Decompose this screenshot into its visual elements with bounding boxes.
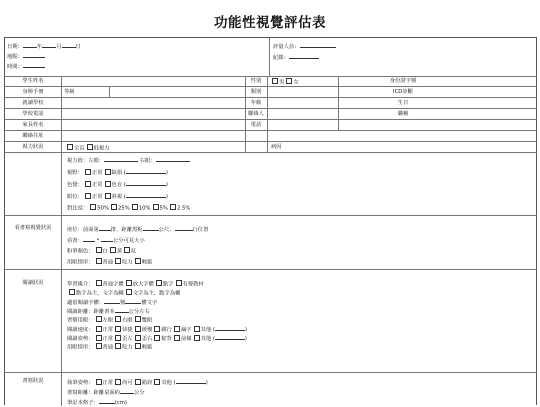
font-size-line xyxy=(67,298,157,307)
board-strain-label: 吃力 xyxy=(122,259,133,266)
year-grade-label: 年級 xyxy=(250,100,262,106)
seat-line xyxy=(67,225,208,234)
left-eye-checkbox[interactable] xyxy=(96,316,102,322)
icd-label: ICD診斷 xyxy=(393,89,413,95)
address-label: 聯絡住址 xyxy=(22,133,44,139)
gender-options xyxy=(270,78,299,87)
both-eyes-checkbox[interactable] xyxy=(135,316,141,322)
date-field xyxy=(7,42,81,51)
contact-label: 聯絡人 xyxy=(248,111,264,117)
place-label: 地點： xyxy=(7,54,23,60)
vision-status-label: 視力狀況 xyxy=(22,144,44,150)
pen-posture-label: 執筆姿勢： xyxy=(67,380,94,386)
media-large-label: 放大字體 xyxy=(132,281,154,288)
tilt-left-checkbox[interactable] xyxy=(115,335,121,341)
eye-position-line: 眼位： 正常 斜視 ( ) xyxy=(67,194,168,200)
low-vision-label: 低視力 xyxy=(93,145,110,152)
birthday-label: 生日 xyxy=(397,100,409,106)
recorder-label: 紀錄： xyxy=(273,55,289,61)
read-easy-label: 輕鬆 xyxy=(141,344,153,351)
chalk-white-label: 白 xyxy=(102,248,108,255)
blind-checkbox[interactable] xyxy=(67,144,73,150)
pen-wrong-checkbox[interactable] xyxy=(135,379,141,385)
lean-forward-checkbox[interactable] xyxy=(174,335,180,341)
skip-line-checkbox[interactable] xyxy=(154,326,160,332)
font-size-unit: 號 xyxy=(120,300,126,306)
writing-distance-unit: 公分 xyxy=(133,390,145,396)
chalk-red-checkbox[interactable] xyxy=(124,247,130,253)
speed-other-checkbox[interactable] xyxy=(194,326,200,332)
contrast-label: 對比度： xyxy=(67,205,89,212)
contrast-5-label: 5% xyxy=(159,205,168,212)
reading-status-label: 閱讀狀況 xyxy=(22,280,44,286)
read-strain-label: 吃力 xyxy=(122,344,133,351)
posture-other-label: 其他 xyxy=(200,336,212,342)
posture-normal-label: 正常 xyxy=(102,336,114,342)
day-label: 日 xyxy=(75,44,81,50)
strabismus-label: 斜視 xyxy=(111,194,123,200)
field-line: 視野： 正常 缺損 ( ) xyxy=(67,170,168,176)
date-label: 日期： xyxy=(7,44,23,50)
month-label: 月 xyxy=(56,44,62,50)
color-normal-label: 正常 xyxy=(91,182,103,188)
pen-other-label: 其他 xyxy=(161,380,172,386)
eye-normal-label: 正常 xyxy=(91,194,103,200)
braille-main-checkbox[interactable] xyxy=(69,289,75,295)
reading-eye-use-line xyxy=(67,343,152,352)
eye-position-label: 眼位： xyxy=(67,194,83,200)
writing-status-label: 書寫狀況 xyxy=(22,378,44,384)
chalk-red-label: 紅 xyxy=(131,248,137,255)
tilt-right-checkbox[interactable] xyxy=(135,335,141,341)
disability-card-label: 身障手冊 xyxy=(22,89,44,95)
lean-forward-label: 前傾 xyxy=(180,336,192,342)
contrast-5-checkbox[interactable] xyxy=(153,204,159,210)
writing-distance-line xyxy=(67,388,145,397)
font-size-label: 適當閱讀字體： xyxy=(67,300,105,306)
speed-fast-checkbox[interactable] xyxy=(115,326,121,332)
board-normal-checkbox[interactable] xyxy=(96,258,102,264)
tilt-left-label: 歪左 xyxy=(122,336,133,342)
book-size-label: 公分可見大小 xyxy=(112,238,145,244)
eye-habit-label: 習慣用眼： xyxy=(67,317,94,324)
field-normal-label: 正常 xyxy=(91,170,103,176)
grade-level-label: 等級 xyxy=(64,89,75,95)
blind-label: 全盲 xyxy=(74,145,85,152)
speed-slow-checkbox[interactable] xyxy=(135,326,141,332)
reading-speed-label: 閱讀速度： xyxy=(67,327,94,333)
color-label: 色覺： xyxy=(67,182,83,188)
school-phone-label: 學校電話 xyxy=(22,111,44,117)
read-normal-checkbox[interactable] xyxy=(96,343,102,349)
field-defect-checkbox[interactable] xyxy=(105,169,111,175)
acuity-right-label: 右眼： xyxy=(139,158,156,164)
evaluator-label: 評量人員： xyxy=(273,44,300,50)
reading-distance-line xyxy=(67,307,150,316)
media-normal-label: 普通字體 xyxy=(102,281,124,288)
notebook-grid-line xyxy=(67,398,127,407)
female-label: 女 xyxy=(293,79,299,86)
chalk-yellow-label: 黃 xyxy=(116,248,123,255)
contrast-10-label: 10% xyxy=(138,205,151,212)
color-blind-label: 色盲 xyxy=(111,182,123,188)
seat-label: 座位：前面第 xyxy=(67,227,99,233)
writing-distance-label: 書寫距離：距離桌面約 xyxy=(67,390,120,396)
category-label: 類別 xyxy=(250,89,262,95)
media-braille-label: 點字 xyxy=(162,281,174,288)
gender-label: 性別 xyxy=(250,78,262,84)
speed-normal-checkbox[interactable] xyxy=(96,326,102,332)
male-label: 男 xyxy=(279,79,285,86)
color-line: 色覺： 正常 色盲 ( ) xyxy=(67,182,168,188)
pen-other-checkbox[interactable] xyxy=(154,379,160,385)
text-main-label: 文字為主，點字為輔 xyxy=(132,290,181,297)
school-label: 就讀學校 xyxy=(22,100,44,106)
seat-row-label: 排、距離黑板 xyxy=(110,227,143,233)
board-reading-label: 看書寫視覺狀況 xyxy=(14,225,52,231)
seat-position-label: 行位置 xyxy=(192,227,209,233)
acuity-line xyxy=(67,156,190,165)
eye-habit-line xyxy=(67,316,152,325)
position-label: 職稱 xyxy=(397,111,409,117)
pen-normal-label: 正常 xyxy=(102,380,114,386)
contrast-25-checkbox[interactable] xyxy=(111,204,117,210)
field-defect-label: 缺損 xyxy=(111,170,123,176)
book-label: 看書： xyxy=(67,238,83,244)
evaluator-field xyxy=(273,42,336,51)
notebook-grid-unit: (cm) xyxy=(114,400,128,406)
hunch-checkbox[interactable] xyxy=(154,335,160,341)
read-normal-label: 普通 xyxy=(102,344,114,351)
media-audio-label: 有聲教材 xyxy=(182,281,204,288)
board-eye-use-label: 用眼情形： xyxy=(67,259,94,266)
reading-eye-use-label: 用眼情形： xyxy=(67,344,94,351)
board-normal-label: 普通 xyxy=(102,259,114,266)
pen-wrong-label: 錯誤 xyxy=(141,380,153,386)
contrast-2-5-checkbox[interactable] xyxy=(170,204,176,210)
pen-fair-checkbox[interactable] xyxy=(115,379,121,385)
id-number-label: 身份證字號 xyxy=(389,78,417,84)
board-easy-label: 輕鬆 xyxy=(141,259,153,266)
female-checkbox[interactable] xyxy=(286,78,292,84)
color-normal-checkbox[interactable] xyxy=(85,181,91,187)
eye-normal-checkbox[interactable] xyxy=(85,193,91,199)
media-large-checkbox[interactable] xyxy=(126,280,132,286)
recorder-field xyxy=(273,53,319,62)
pen-normal-checkbox[interactable] xyxy=(96,379,102,385)
hunch-label: 駝背 xyxy=(161,336,172,342)
seat-meter-label: 公尺、 xyxy=(158,227,175,233)
font-type-label: 體文字 xyxy=(141,300,158,306)
contrast-50-label: 50% xyxy=(97,205,109,212)
reading-posture-label: 閱讀姿勢： xyxy=(67,336,94,342)
media-label: 學習媒介： xyxy=(67,281,94,288)
book-line: 看書： * 公分可見大小 xyxy=(67,238,145,244)
pen-fair-label: 尚可 xyxy=(122,380,133,386)
reading-posture-line: 閱讀姿勢： 正常 歪左 歪右 駝背 前傾 其他 ( ) xyxy=(67,336,247,342)
color-blind-checkbox[interactable] xyxy=(105,181,111,187)
read-strain-checkbox[interactable] xyxy=(115,343,121,349)
acuity-left-label: 視力值：左眼： xyxy=(67,158,105,164)
miss-word-label: 漏字 xyxy=(180,327,192,333)
miss-word-checkbox[interactable] xyxy=(174,326,180,332)
right-eye-label: 右眼 xyxy=(122,317,133,324)
student-name-label: 學生姓名 xyxy=(22,78,44,84)
notebook-grid-label: 筆記本格子： xyxy=(67,400,99,406)
low-vision-checkbox[interactable] xyxy=(87,144,93,150)
board-easy-checkbox[interactable] xyxy=(135,258,141,264)
reading-speed-line: 閱讀速度： 正常 快捷 緩慢 跳行 漏字 其他 ( ) xyxy=(67,327,247,333)
braille-main-label: 點字為主，文字為輔 xyxy=(76,290,124,297)
field-label: 視野： xyxy=(67,170,83,176)
male-checkbox[interactable] xyxy=(272,78,278,84)
speed-fast-label: 快捷 xyxy=(122,327,133,333)
contrast-line xyxy=(67,204,190,213)
chalk-color-line xyxy=(67,247,136,256)
media-audio-checkbox[interactable] xyxy=(176,280,182,286)
year-label: 年 xyxy=(36,44,43,50)
strabismus-checkbox[interactable] xyxy=(105,193,111,199)
cause-label: 病因 xyxy=(271,144,282,150)
chalk-white-checkbox[interactable] xyxy=(96,247,102,253)
speed-other-label: 其他 xyxy=(200,327,212,333)
form-title: 功能性視覺評估表 xyxy=(214,15,326,31)
pen-posture-line: 執筆姿勢： 正常 尚可 錯誤 其他 ( ) xyxy=(67,380,208,386)
posture-other-checkbox[interactable] xyxy=(194,335,200,341)
contrast-10-checkbox[interactable] xyxy=(132,204,138,210)
skip-line-label: 跳行 xyxy=(161,327,172,333)
vision-type-options xyxy=(65,144,110,153)
speed-normal-label: 正常 xyxy=(102,327,114,333)
right-eye-checkbox[interactable] xyxy=(115,316,121,322)
board-eye-use-line xyxy=(67,258,152,267)
media-mix-line xyxy=(67,289,180,298)
assessment-form xyxy=(4,37,537,405)
media-line xyxy=(67,280,204,289)
posture-normal-checkbox[interactable] xyxy=(96,335,102,341)
time-label: 時間： xyxy=(7,64,23,70)
reading-distance-unit: 公分左右 xyxy=(128,309,150,315)
chalk-yellow-checkbox[interactable] xyxy=(110,247,116,253)
media-normal-checkbox[interactable] xyxy=(96,280,102,286)
both-eyes-label: 雙眼 xyxy=(141,317,153,324)
contrast-2-5-label: 2.5% xyxy=(176,205,191,212)
place-field xyxy=(7,52,45,61)
text-main-checkbox[interactable] xyxy=(126,289,132,295)
field-normal-checkbox[interactable] xyxy=(85,169,91,175)
parent-name-label: 家長姓名 xyxy=(22,122,44,128)
speed-slow-label: 緩慢 xyxy=(141,327,153,333)
time-field xyxy=(7,62,45,71)
reading-distance-label: 閱讀距離：距離書本 xyxy=(67,309,115,315)
tilt-right-label: 歪右 xyxy=(141,336,153,342)
read-easy-checkbox[interactable] xyxy=(135,343,141,349)
contrast-25-label: 25% xyxy=(117,205,130,212)
media-braille-checkbox[interactable] xyxy=(156,280,162,286)
left-eye-label: 左眼 xyxy=(102,317,114,324)
chalk-label: 粉筆顏色： xyxy=(67,248,94,255)
board-strain-checkbox[interactable] xyxy=(115,258,121,264)
contrast-50-checkbox[interactable] xyxy=(90,204,96,210)
phone-label: 電話 xyxy=(250,122,262,128)
